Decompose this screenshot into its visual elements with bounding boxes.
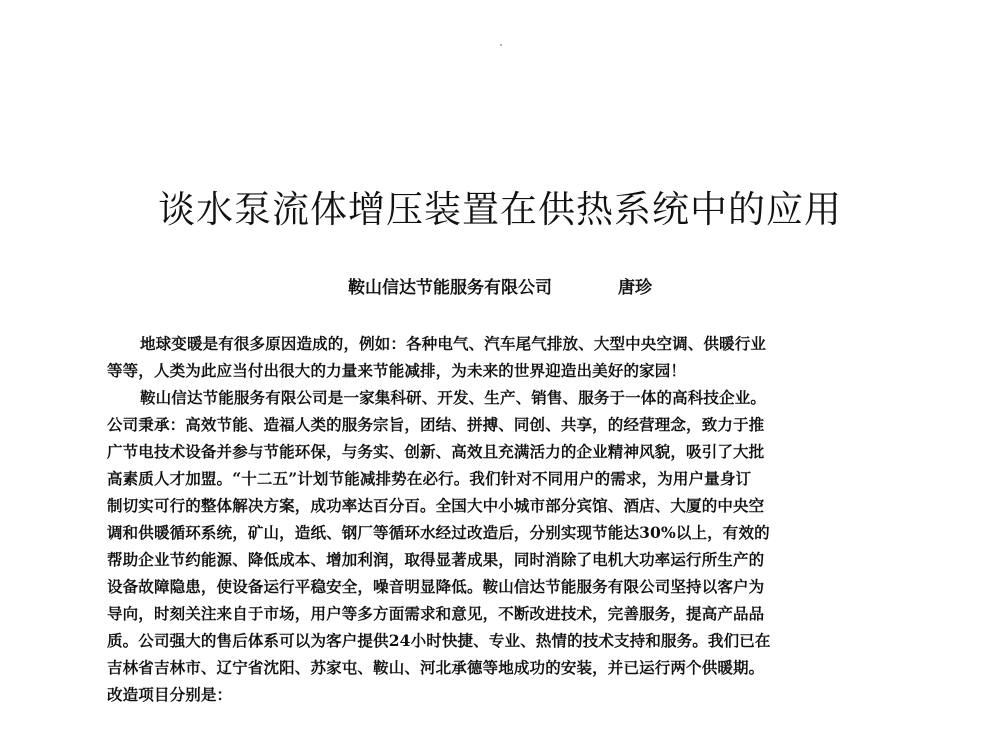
author-name: 唐珍	[617, 278, 652, 298]
paragraph-line: 质。公司强大的售后体系可以为客户提供24小时快捷、专业、热情的技术支持和服务。我们已在	[107, 631, 771, 650]
author-company: 鞍山信达节能服务有限公司	[348, 278, 553, 298]
paragraph-line: 导向，时刻关注来自于市场，用户等多方面需求和意见，不断改进技术，完善服务，提高产品品	[107, 604, 765, 623]
paragraph-line: 公司秉承：高效节能、造福人类的服务宗旨，团结、拼搏、同创、共享，的经营理念，致力于推	[107, 415, 765, 434]
paragraph-line: 地球变暖是有很多原因造成的，例如：各种电气、汽车尾气排放、大型中央空调、供暖行业	[140, 334, 767, 353]
author-byline	[0, 276, 1000, 300]
paragraph-line: 设备故障隐患，使设备运行平稳安全，噪音明显降低。鞍山信达节能服务有限公司坚持以客户为	[107, 577, 765, 596]
paragraph-line: 等等，人类为此应当付出很大的力量来节能减排，为未来的世界迎造出美好的家园！	[107, 361, 687, 380]
paragraph-line: 帮助企业节约能源、降低成本、增加利润，取得显著成果，同时消除了电机大功率运行所生产的	[107, 550, 765, 569]
paragraph-line: 调和供暖循环系统，矿山，造纸、钢厂等循环水经过改造后，分别实现节能达30%以上，有效的	[107, 523, 770, 542]
paragraph-line: 吉林省吉林市、辽宁省沈阳、苏家屯、鞍山、河北承德等地成功的安装，并已运行两个供暖期。	[107, 658, 765, 677]
paragraph-2	[107, 384, 871, 681]
document-body	[107, 330, 871, 708]
paragraph-line: 高素质人才加盟。“十二五”计划节能减排势在必行。我们针对不同用户的需求，为用户量身订	[107, 469, 752, 488]
paragraph-1	[107, 330, 871, 384]
document-title: 谈水泵流体增压装置在供热系统中的应用	[158, 188, 842, 231]
scan-speck	[500, 44, 502, 46]
paragraph-line: 鞍山信达节能服务有限公司是一家集科研、开发、生产、销售、服务于一体的高科技企业。	[140, 388, 767, 407]
paragraph-line: 制切实可行的整体解决方案，成功率达百分百。全国大中小城市部分宾馆、酒店、大厦的中央空	[107, 496, 765, 515]
section-heading: 改造项目分别是：	[107, 685, 233, 704]
paragraph-line: 广节电技术设备并参与节能环保，与务实、创新、高效且充满活力的企业精神风貌，吸引了大批	[107, 442, 765, 461]
